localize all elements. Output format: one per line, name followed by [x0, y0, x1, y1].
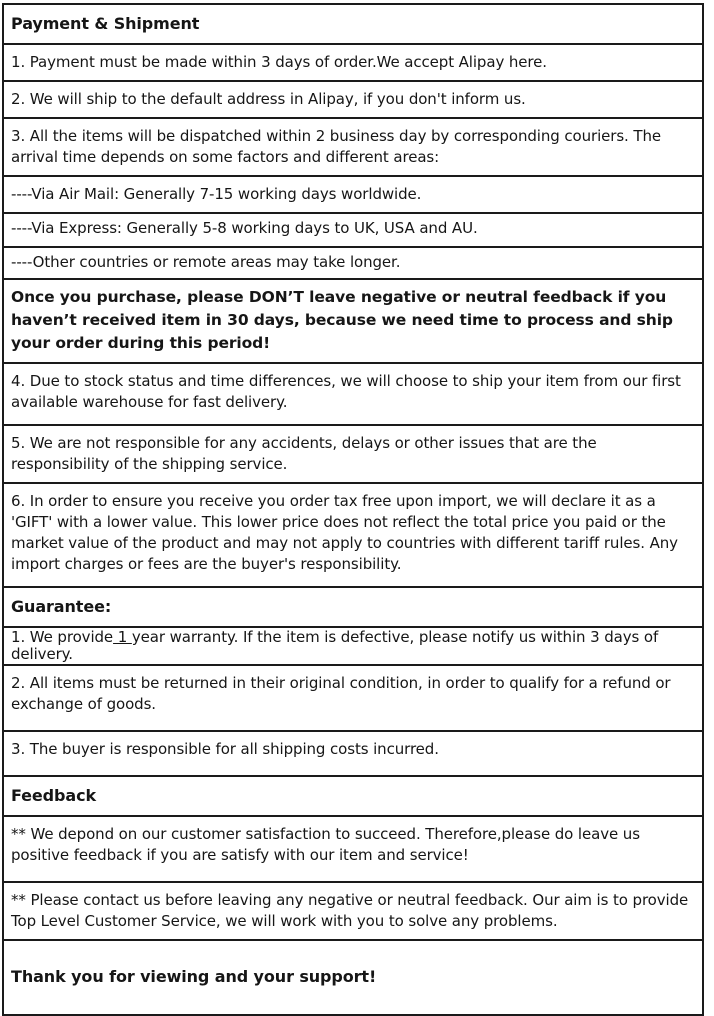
guarantee-rule-1 [4, 626, 702, 664]
thank-you-note: Thank you for viewing and your support! [4, 939, 702, 1014]
guarantee-rule-3: 3. The buyer is responsible for all shipping costs incurred. [4, 730, 702, 775]
guarantee-rule-2: 2. All items must be returned in their original condition, in order to qualify for a refund or exchange of goods. [4, 664, 702, 730]
shipping-other-countries-note: ----Other countries or remote areas may take longer. [4, 246, 702, 278]
payment-shipment-header: Payment & Shipment [11, 14, 200, 33]
payment-rule-1: 1. Payment must be made within 3 days of order.We accept Alipay here. [4, 43, 702, 80]
payment-rule-3: 3. All the items will be dispatched within 2 business day by corresponding couriers. The arrival time depends on some factors and different areas: [4, 117, 702, 175]
guarantee-header: Guarantee: [4, 586, 702, 626]
guarantee-rule-1-prefix: 1. We provide [11, 628, 114, 646]
feedback-note-2: ** Please contact us before leaving any negative or neutral feedback. Our aim is to provide Top Level Customer Service, we will work with you to solve any problems. [4, 881, 702, 939]
payment-rule-6: 6. In order to ensure you receive you order tax free upon import, we will declare it as a 'GIFT' with a lower value. This lower price does not reflect the total price you paid or the market value of the product and may not apply to countries with different tariff rules. Any import charges or fees are the buyer's responsibility. [4, 482, 702, 586]
shipping-airmail-note: ----Via Air Mail: Generally 7-15 working days worldwide. [4, 175, 702, 212]
payment-rule-2: 2. We will ship to the default address in Alipay, if you don't inform us. [4, 80, 702, 117]
feedback-header: Feedback [4, 775, 702, 815]
shipping-express-note: ----Via Express: Generally 5-8 working days to UK, USA and AU. [4, 212, 702, 246]
guarantee-rule-1-suffix: year warranty. If the item is defective, please notify us within 3 days of delivery. [11, 628, 659, 663]
payment-rule-5: 5. We are not responsible for any accidents, delays or other issues that are the responsibility of the shipping service. [4, 424, 702, 482]
payment-rule-4: 4. Due to stock status and time differences, we will choose to ship your item from our first available warehouse for fast delivery. [4, 362, 702, 424]
warranty-years-value: 1 [113, 628, 132, 646]
seller-policy-table [2, 3, 704, 1016]
feedback-note-1: ** We depond on our customer satisfaction to succeed. Therefore,please do leave us positive feedback if you are satisfy with our item and service! [4, 815, 702, 881]
feedback-warning-note: Once you purchase, please DON’T leave negative or neutral feedback if you haven’t received item in 30 days, because we need time to process and ship your order during this period! [4, 278, 702, 362]
